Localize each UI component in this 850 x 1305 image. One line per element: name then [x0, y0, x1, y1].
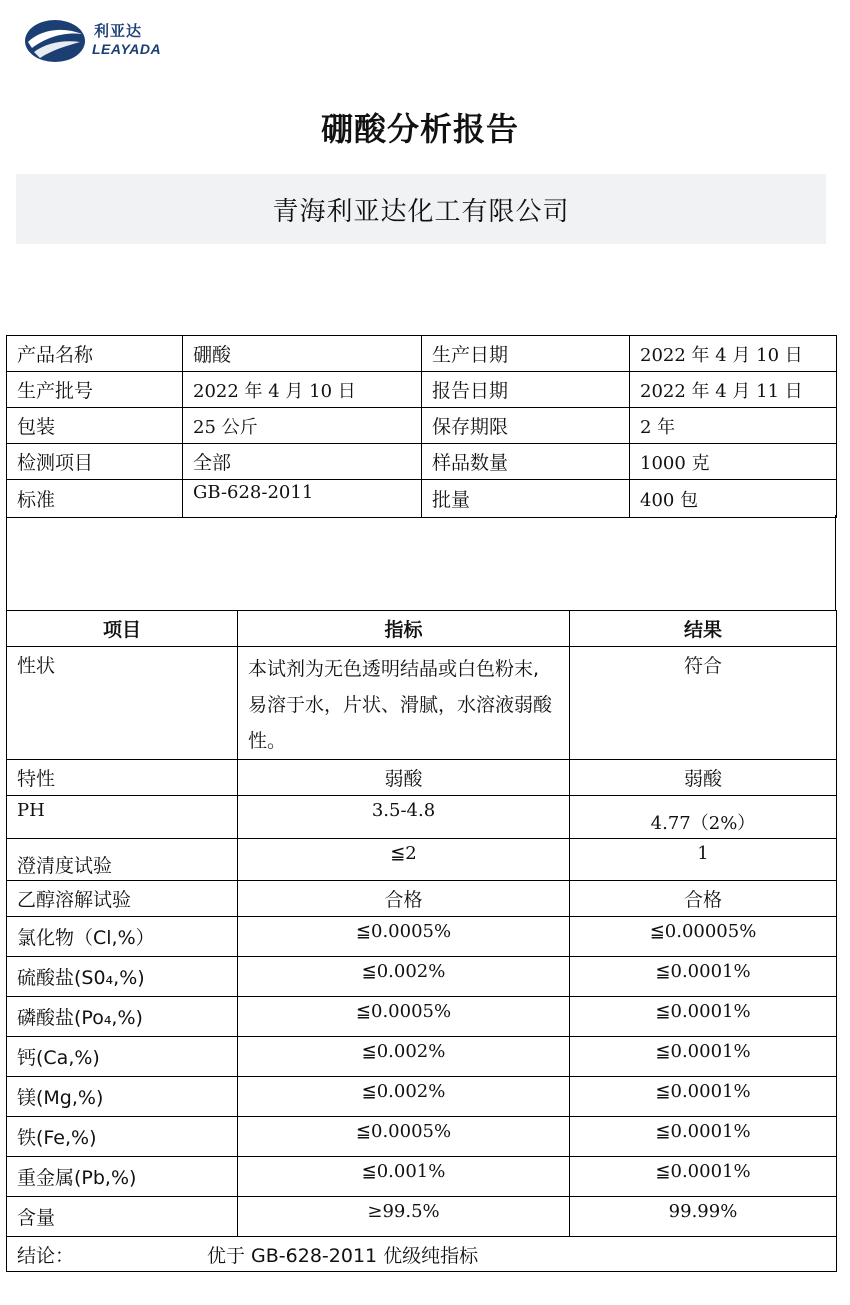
row-item: 特性: [7, 760, 238, 796]
info-value: 1000 克: [630, 444, 837, 480]
logo-english-name: LEAYADA: [92, 41, 162, 57]
row-result: ≦0.00005%: [570, 917, 837, 957]
info-row: [7, 444, 837, 480]
table-row: [7, 1077, 837, 1117]
column-header-item: 项目: [7, 611, 238, 647]
row-result: ≦0.0001%: [570, 1037, 837, 1077]
table-row: [7, 1157, 837, 1197]
row-index: 合格: [238, 881, 570, 917]
info-row: [7, 372, 837, 408]
product-info-table: [6, 335, 837, 518]
row-result: ≦0.0001%: [570, 957, 837, 997]
row-result: 符合: [570, 647, 837, 760]
info-label: 样品数量: [422, 444, 630, 480]
row-result: 合格: [570, 881, 837, 917]
row-item: 乙醇溶解试验: [7, 881, 238, 917]
report-title: 硼酸分析报告: [320, 110, 519, 148]
logo-chinese-name: 利亚达: [94, 22, 143, 40]
info-row: [7, 336, 837, 372]
info-value: 硼酸: [183, 336, 422, 372]
row-index: ≦0.002%: [238, 1037, 570, 1077]
conclusion-text: 优于 GB-628-2011 优级纯指标: [207, 1244, 479, 1267]
table-row: [7, 647, 837, 760]
info-label: 批量: [422, 480, 630, 518]
row-result: ≦0.0001%: [570, 997, 837, 1037]
row-result: ≦0.0001%: [570, 1077, 837, 1117]
row-index: ≥99.5%: [238, 1197, 570, 1237]
table-header-row: [7, 611, 837, 647]
row-item: 铁(Fe,%): [7, 1117, 238, 1157]
row-result: 弱酸: [570, 760, 837, 796]
info-value: 2 年: [630, 408, 837, 444]
table-row: [7, 881, 837, 917]
info-label: 报告日期: [422, 372, 630, 408]
row-item: 澄清度试验: [7, 839, 238, 881]
info-label: 标准: [7, 480, 183, 518]
info-label: 检测项目: [7, 444, 183, 480]
info-label: 生产日期: [422, 336, 630, 372]
column-header-result: 结果: [570, 611, 837, 647]
row-index: 3.5-4.8: [238, 796, 570, 839]
row-item: 硫酸盐(S0₄,%): [7, 957, 238, 997]
row-result: ≦0.0001%: [570, 1157, 837, 1197]
table-row: [7, 1037, 837, 1077]
row-item: 性状: [7, 647, 238, 760]
table-row: [7, 957, 837, 997]
row-result: 1: [570, 839, 837, 881]
table-row: [7, 917, 837, 957]
conclusion-row: [7, 1237, 837, 1272]
info-row: [7, 480, 837, 518]
row-index: ≦0.0005%: [238, 997, 570, 1037]
row-item: 磷酸盐(Po₄,%): [7, 997, 238, 1037]
conclusion-cell: [7, 1237, 837, 1272]
row-index: ≦0.0005%: [238, 917, 570, 957]
company-name: 青海利亚达化工有限公司: [272, 196, 570, 227]
table-row: [7, 796, 837, 839]
table-row: [7, 1117, 837, 1157]
info-label: 生产批号: [7, 372, 183, 408]
column-header-index: 指标: [238, 611, 570, 647]
info-value: 400 包: [630, 480, 837, 518]
row-index: 弱酸: [238, 760, 570, 796]
row-index: ≦0.002%: [238, 957, 570, 997]
blank-section: [6, 515, 836, 610]
company-logo: [24, 16, 184, 66]
table-row: [7, 1197, 837, 1237]
row-result: 4.77（2%）: [570, 796, 837, 839]
info-row: [7, 408, 837, 444]
row-index: 本试剂为无色透明结晶或白色粉末, 易溶于水，片状、滑腻，水溶液弱酸性。: [238, 647, 570, 760]
info-value: 2022 年 4 月 10 日: [630, 336, 837, 372]
row-item: 含量: [7, 1197, 238, 1237]
info-value: 全部: [183, 444, 422, 480]
table-row: [7, 997, 837, 1037]
info-value: 2022 年 4 月 10 日: [183, 372, 422, 408]
row-result: 99.99%: [570, 1197, 837, 1237]
info-value: 2022 年 4 月 11 日: [630, 372, 837, 408]
info-label: 包装: [7, 408, 183, 444]
row-index: ≦0.0005%: [238, 1117, 570, 1157]
info-label: 保存期限: [422, 408, 630, 444]
row-item: 钙(Ca,%): [7, 1037, 238, 1077]
conclusion-label: 结论：: [17, 1244, 75, 1267]
row-item: PH: [7, 796, 238, 839]
row-index: ≦0.002%: [238, 1077, 570, 1117]
table-row: [7, 839, 837, 881]
row-item: 镁(Mg,%): [7, 1077, 238, 1117]
company-name-banner: [16, 174, 826, 244]
table-row: [7, 760, 837, 796]
row-item: 重金属(Pb,%): [7, 1157, 238, 1197]
analysis-results-table: [6, 610, 837, 1272]
logo-emblem-icon: [24, 18, 86, 64]
info-value: GB-628-2011: [183, 480, 422, 518]
info-label: 产品名称: [7, 336, 183, 372]
info-value: 25 公斤: [183, 408, 422, 444]
row-result: ≦0.0001%: [570, 1117, 837, 1157]
row-item: 氯化物（Cl,%）: [7, 917, 238, 957]
row-index: ≦0.001%: [238, 1157, 570, 1197]
row-index: ≦2: [238, 839, 570, 881]
